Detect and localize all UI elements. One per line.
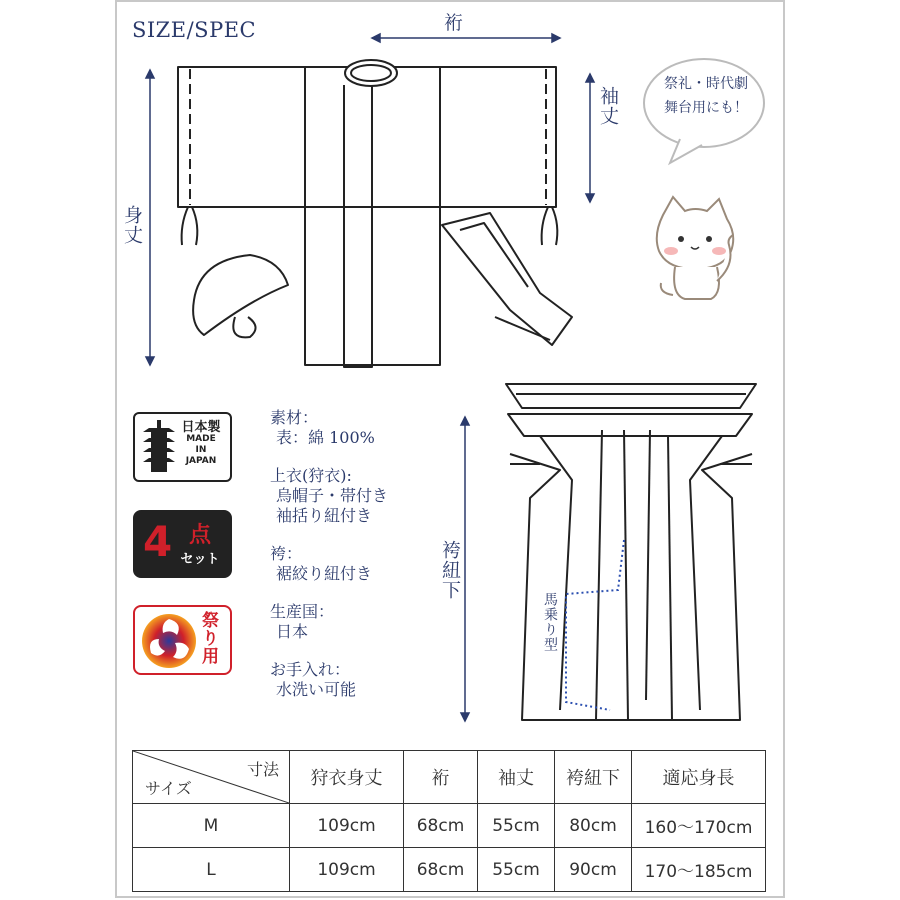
yuki-label: 裄 <box>444 12 464 34</box>
top-label: 上衣(狩衣): <box>270 466 352 485</box>
table-header: 適応身長 <box>632 751 766 804</box>
hakama-diagram <box>500 380 770 730</box>
four-piece-set-badge: 4 点 セット <box>133 510 232 578</box>
table-cell: 68cm <box>404 848 478 892</box>
table-row <box>133 848 766 892</box>
origin-label: 生産国： <box>270 602 335 621</box>
table-header-row <box>133 751 766 804</box>
material-value: 表：綿 100% <box>276 428 375 447</box>
umanori-label: 馬乗り型 <box>542 592 558 652</box>
cat-mascot-icon <box>645 195 745 305</box>
top-value-1: 烏帽子・帯付き <box>276 486 389 505</box>
mitsudomoe-icon <box>141 613 197 669</box>
table-header: 袴紐下 <box>555 751 632 804</box>
page-title: SIZE/SPEC <box>132 18 257 42</box>
table-cell: 170～185cm <box>632 848 766 892</box>
sodetake-label: 袖丈 <box>597 86 619 126</box>
spec-list <box>270 408 388 718</box>
hakama-value: 裾絞り紐付き <box>276 564 373 583</box>
pagoda-icon <box>141 420 177 476</box>
table-cell: 55cm <box>478 848 555 892</box>
care-value: 水洗い可能 <box>276 680 357 699</box>
table-header: 袖丈 <box>478 751 555 804</box>
mitake-label: 身丈 <box>121 205 143 245</box>
table-row <box>133 804 766 848</box>
size-table <box>132 750 766 892</box>
made-in-japan-badge: 日本製 MADE IN JAPAN <box>133 412 232 482</box>
bubble-text: 祭礼・時代劇 舞台用にも！ <box>664 76 748 116</box>
care-label: お手入れ： <box>270 660 351 679</box>
table-header: 狩衣身丈 <box>290 751 404 804</box>
table-cell: 80cm <box>555 804 632 848</box>
table-corner-cell: 寸法 サイズ <box>133 751 290 804</box>
table-cell: 68cm <box>404 804 478 848</box>
table-cell: 160～170cm <box>632 804 766 848</box>
table-cell: 55cm <box>478 804 555 848</box>
hakama-himoshita-label: 袴紐下 <box>439 540 461 600</box>
origin-value: 日本 <box>276 622 309 641</box>
top-value-2: 袖括り紐付き <box>276 506 373 525</box>
material-label: 素材： <box>270 408 319 427</box>
size-cell: L <box>133 848 290 892</box>
hakama-label: 袴： <box>270 544 303 563</box>
table-cell: 109cm <box>290 848 404 892</box>
table-cell: 109cm <box>290 804 404 848</box>
table-cell: 90cm <box>555 848 632 892</box>
matsuri-badge: 祭り用 <box>133 605 232 675</box>
size-cell: M <box>133 804 290 848</box>
table-header: 裄 <box>404 751 478 804</box>
